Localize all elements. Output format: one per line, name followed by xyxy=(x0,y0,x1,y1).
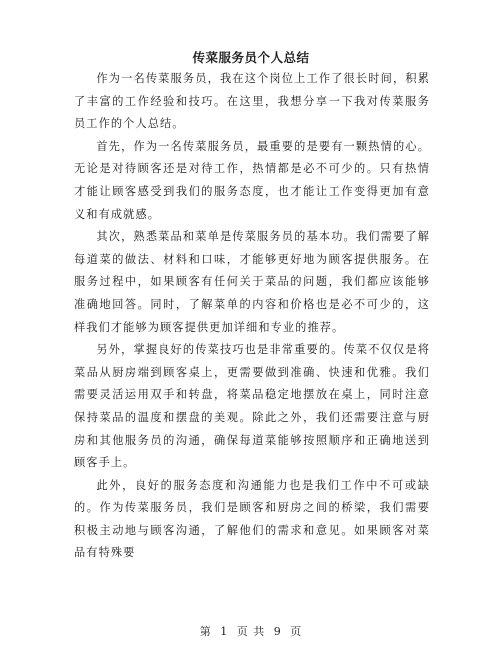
page-label-prefix: 第 xyxy=(199,625,212,638)
page-number-footer xyxy=(0,625,502,639)
page-label-mid: 页 共 xyxy=(236,625,266,638)
paragraph-menu-knowledge: 其次，熟悉菜品和菜单是传菜服务员的基本功。我们需要了解每道菜的做法、材料和口味，才能够更好地为顾客提供服务。在服务过程中，如果顾客有任何关于菜品的问题，我们都应该能够准确地回答。同时，了解菜单的内容和价格也是必不可少的，这样我们才能够为顾客提供更加详细和专业的推荐。 xyxy=(74,230,430,334)
page-total-number: 9 xyxy=(273,625,282,638)
paragraph-serving-skills: 另外，掌握良好的传菜技巧也是非常重要的。传菜不仅仅是将菜品从厨房端到顾客桌上，更需要做到准确、快速和优雅。我们需要灵活运用双手和转盘，将菜品稳定地摆放在桌上，同时注意保持菜品的温度和摆盘的美观。除此之外，我们还需要注意与厨房和其他服务员的沟通，确保每道菜能够按照顺序和正确地送到顾客手上。 xyxy=(74,343,430,470)
document-title: 传菜服务员个人总结 xyxy=(192,50,310,65)
page-current-number: 1 xyxy=(220,625,229,638)
document-body xyxy=(74,68,430,565)
paragraph-communication: 此外，良好的服务态度和沟通能力也是我们工作中不可或缺的。作为传菜服务员，我们是顾客和厨房之间的桥梁，我们需要积极主动地与顾客沟通，了解他们的需求和意见。如果顾客对菜品有特殊要 xyxy=(74,478,430,560)
paragraph-enthusiasm: 首先，作为一名传菜服务员，最重要的是要有一颗热情的心。无论是对待顾客还是对待工作，热情都是必不可少的。只有热情才能让顾客感受到我们的服务态度，也才能让工作变得更加有意义和有成就感。 xyxy=(74,139,430,221)
paragraph-intro: 作为一名传菜服务员，我在这个岗位上工作了很长时间，积累了丰富的工作经验和技巧。在这里，我想分享一下我对传菜服务员工作的个人总结。 xyxy=(74,72,430,131)
page-label-suffix: 页 xyxy=(290,625,303,638)
